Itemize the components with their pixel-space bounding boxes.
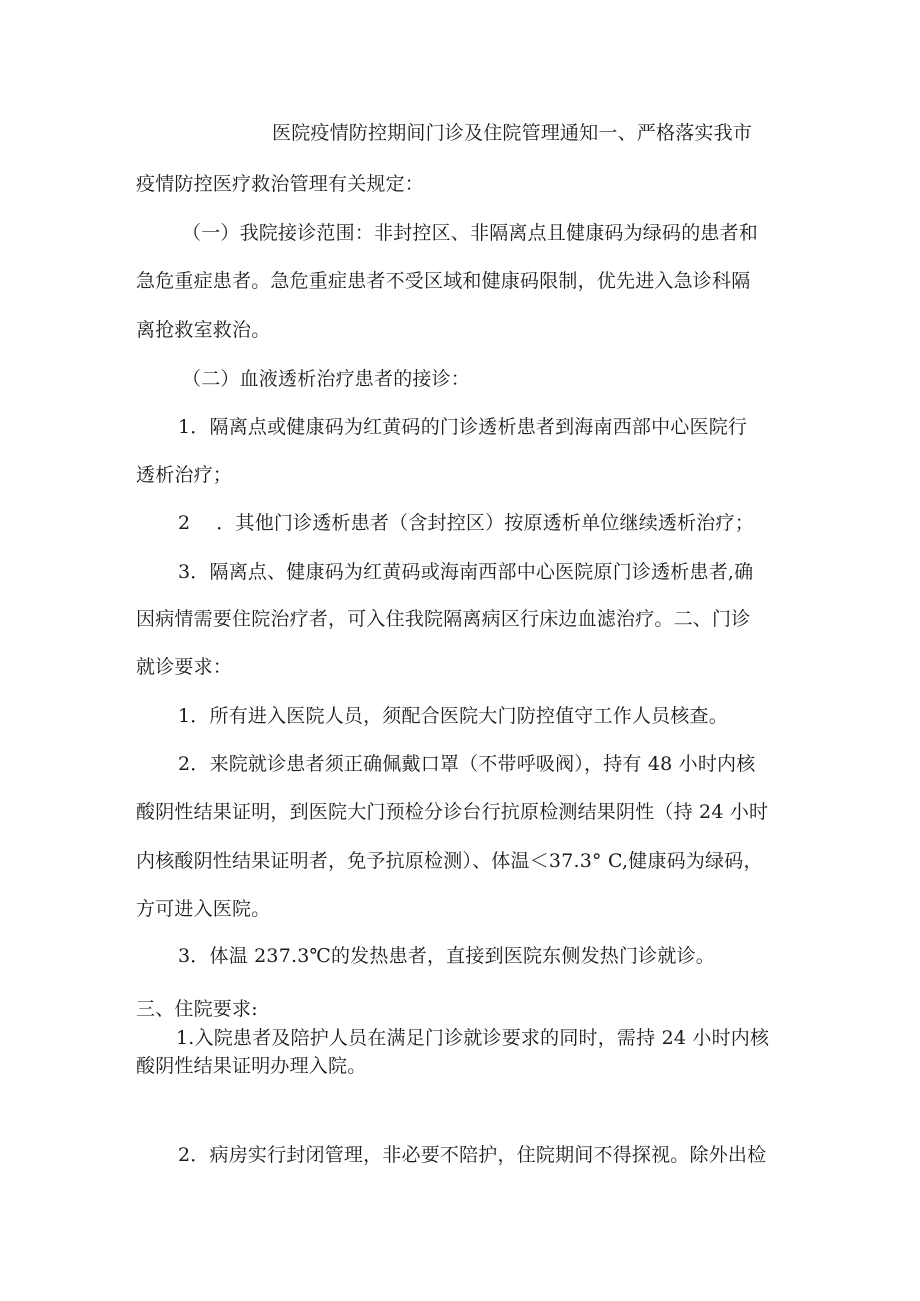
paragraph-2-heading: （二）血液透析治疗患者的接诊：	[182, 368, 471, 390]
inpatient-item-1-line-2: 酸阴性结果证明办理入院。	[136, 1055, 367, 1077]
dialysis-item-3-line-3: 就诊要求：	[136, 656, 233, 678]
outpatient-item-2-line-1: 2．来院就诊患者须正确佩戴口罩（不带呼吸阀），持有 48 小时内核	[178, 753, 756, 775]
dialysis-item-2-text: ．其他门诊透析患者（含封控区）按原透析单位继续透析治疗；	[216, 512, 754, 534]
title-line-1: 医院疫情防控期间门诊及住院管理通知一、严格落实我市	[272, 122, 753, 144]
dialysis-item-1-line-2: 透析治疗；	[136, 464, 233, 486]
paragraph-1-line-1: （一）我院接诊范围：非封控区、非隔离点且健康码为绿码的患者和	[182, 222, 759, 244]
outpatient-item-2-line-4: 方可进入医院。	[136, 898, 271, 920]
outpatient-item-2-line-3: 内核酸阴性结果证明者，免予抗原检测）、体温＜37.3° C,健康码为绿码，	[136, 850, 763, 872]
outpatient-item-3: 3．体温 237.3℃的发热患者，直接到医院东侧发热门诊就诊。	[178, 945, 715, 967]
inpatient-item-1-line-1: 1.入院患者及陪护人员在满足门诊就诊要求的同时，需持 24 小时内核	[176, 1027, 770, 1049]
dialysis-item-2-number: 2	[178, 512, 191, 534]
dialysis-item-3-line-1: 3．隔离点、健康码为红黄码或海南西部中心医院原门诊透析患者,确	[178, 561, 754, 583]
section-3-heading: 三、住院要求:	[136, 998, 258, 1020]
outpatient-item-1: 1．所有进入医院人员，须配合医院大门防控值守工作人员核查。	[178, 705, 728, 727]
title-line-2: 疫情防控医疗救治管理有关规定：	[136, 173, 425, 195]
paragraph-1-line-3: 离抢救室救治。	[136, 319, 271, 341]
dialysis-item-2	[178, 511, 754, 535]
dialysis-item-3-line-2: 因病情需要住院治疗者，可入住我院隔离病区行床边血滤治疗。二、门诊	[136, 608, 751, 630]
dialysis-item-1-line-1: 1．隔离点或健康码为红黄码的门诊透析患者到海南西部中心医院行	[178, 416, 748, 438]
inpatient-item-2-line-1: 2．病房实行封闭管理，非必要不陪护，住院期间不得探视。除外出检	[178, 1144, 767, 1166]
outpatient-item-2-line-2: 酸阴性结果证明，到医院大门预检分诊台行抗原检测结果阴性（持 24 小时	[136, 801, 769, 823]
paragraph-1-line-2: 急危重症患者。急危重症患者不受区域和健康码限制，优先进入急诊科隔	[136, 270, 751, 292]
